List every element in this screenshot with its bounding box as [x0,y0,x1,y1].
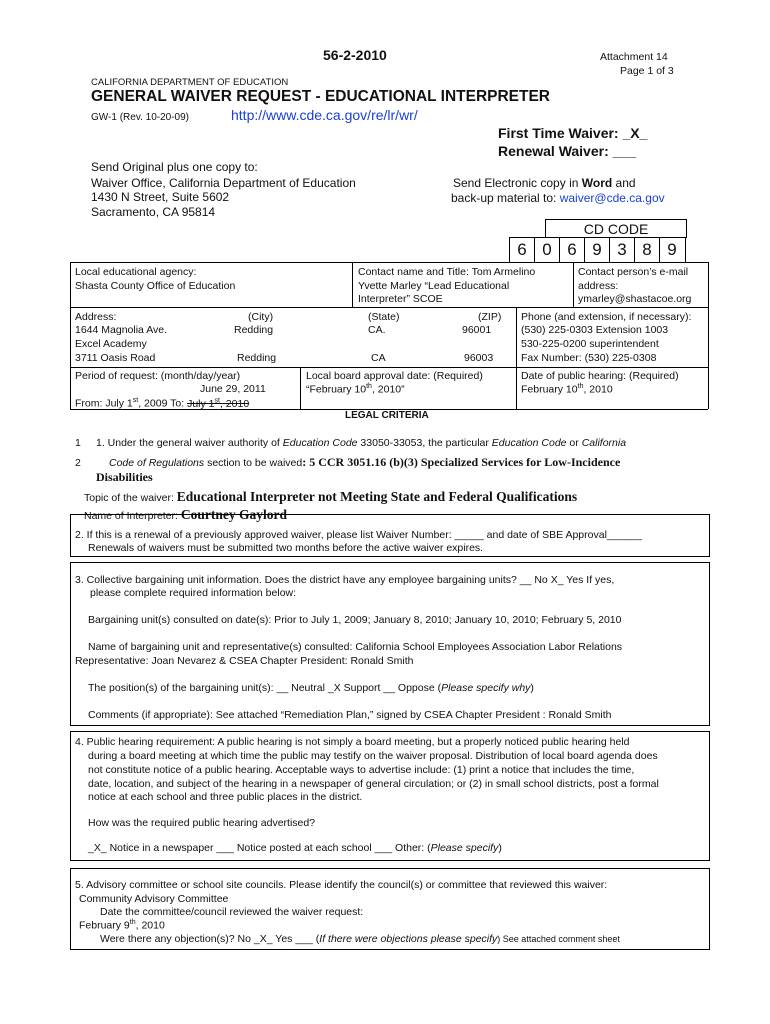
city-value: Redding [234,324,274,336]
phone-label: Phone (and extension, if necessary): [521,311,692,323]
lea-value: Shasta County Office of Education [75,280,236,292]
grid-line [573,262,574,307]
q5-objections-b: If there were objections please specify [319,933,498,945]
state-label: (State) [368,311,400,323]
item-number: 2 [75,457,81,469]
email-value: ymarley@shastacoe.org [578,293,692,305]
item2-a: Code of Regulations [109,457,205,469]
cd-code-digit: 6 [509,238,534,262]
contact-line: Contact name and Title: Tom Armelino [358,266,536,278]
phone-value: (530) 225-0303 Extension 1003 [521,324,669,336]
board-approval-date [306,383,405,396]
grid-line [70,307,708,308]
cd-code-label: CD CODE [545,219,687,238]
interpreter-label: Name of Interpreter: [84,510,181,522]
item1-b: Education Code [282,437,358,449]
q5-committee: Community Advisory Committee [79,893,229,905]
q5-date [79,919,165,932]
q3-comments: Comments (if appropriate): See attached “Remediation Plan,” signed by CSEA Chapter President : Ronald Smith [88,709,612,721]
hearing-label: Date of public hearing: (Required) [521,370,679,382]
department-name: CALIFORNIA DEPARTMENT OF EDUCATION [91,77,289,88]
interpreter-line [84,507,287,522]
q4-line: notice at each school and three public places in the district. [88,791,363,803]
hearing-date-a: February 10 [521,383,578,396]
q4-line: not constitute notice of a public hearing. Acceptable ways to advertise include: (1) print a notice that includes the time, [88,764,635,776]
page-label: Page 1 of 3 [620,65,674,77]
q5-objections-c: ) See attached comment sheet [497,934,620,944]
cd-code-digit: 6 [559,238,584,262]
period-from-sup: st [132,397,139,404]
item2-c: : 5 CCR 3051.16 (b)(3) Specialized Services for Low-Incidence [302,455,621,469]
backup-email-link[interactable]: waiver@cde.ca.gov [559,191,665,205]
cd-code-digit: 0 [534,238,559,262]
address-line: 1644 Magnolia Ave. [75,324,168,336]
period-to-sup: st [214,397,220,404]
city-line: Sacramento, CA 95814 [91,205,216,219]
q5-date-b: , 2010 [135,919,165,932]
q2-line: Renewals of waivers must be submitted two months before the active waiver expires. [88,542,484,554]
q5-line: Date the committee/council reviewed the waiver request: [100,906,364,918]
topic-line [84,489,577,505]
q3-consulted: Bargaining unit(s) consulted on date(s): Prior to July 1, 2009; January 8, 2010; January 10, 2010; February 5, 2010 [88,614,622,626]
period-label: Period of request: (month/day/year) [75,370,241,382]
send-original-line: Send Original plus one copy to: [91,160,258,174]
email-label: address: [578,280,619,292]
zip-value: 96003 [464,352,494,364]
lea-label: Local educational agency: [75,266,197,278]
q5-line: 5. Advisory committee or school site councils. Please identify the council(s) or committee that reviewed this waiver: [75,879,608,891]
legal-item-2 [109,455,620,470]
period-to-struck [187,398,249,410]
zip-value: 96001 [462,324,492,336]
item2-d: Disabilities [96,470,153,484]
item1-e: or [566,437,582,449]
hearing-date-sup: th [577,383,584,390]
q4-how: How was the required public hearing advertised? [88,817,316,829]
item1-c: 33050-33053, the particular [357,437,492,449]
city-label: (City) [248,311,274,323]
topic-value: Educational Interpreter not Meeting State and Federal Qualifications [176,489,578,504]
item-number: 1 [75,437,81,449]
date-code: 56-2-2010 [323,47,387,63]
interpreter-value: Courtney Gaylord [180,507,287,522]
q5-objections [100,933,620,945]
email-label: Contact person’s e-mail [578,266,689,278]
q2-line: 2. If this is a renewal of a previously approved waiver, please list Waiver Number: _____ and date of SBE Approval______ [75,529,642,541]
q5-date-sup: th [129,919,136,926]
grid-line [70,262,71,409]
q3-position-c: ) [530,682,534,694]
period-to: July 1 [187,397,215,410]
board-date-sup: th [366,383,372,390]
grid-line [352,262,353,307]
fax-value: Fax Number: (530) 225-0308 [521,352,657,364]
q4-options [88,842,502,854]
first-time-waiver: First Time Waiver: _X_ [498,125,648,141]
electronic-copy-line [453,176,636,190]
period-from-year: , 2009 To: [138,397,188,410]
cd-code-digit: 9 [659,238,684,262]
electronic-copy-word: Word [581,176,613,190]
state-value: CA [371,352,386,364]
electronic-copy-prefix: Send Electronic copy in [453,176,582,190]
contact-line: Yvette Marley “Lead Educational [358,280,510,292]
item2-b: section to be waived [204,457,303,469]
backup-line [451,191,665,205]
period-from: From: July 1 [75,397,133,410]
cd-code-digit: 9 [584,238,609,262]
cd-code-digit: 3 [609,238,634,262]
address-label: Address: [75,311,117,323]
address-line: 3711 Oasis Road [75,352,156,364]
period-to-year: , 2010 [219,397,250,410]
grid-line [516,307,517,409]
form-id: GW-1 (Rev. 10-20-09) [91,112,189,123]
attachment-label: Attachment 14 [600,51,668,63]
city-value: Redding [237,352,277,364]
waiver-office-line: Waiver Office, California Department of Education [91,176,356,190]
q3-name: Representative: Joan Nevarez & CSEA Chapter President: Ronald Smith [75,655,414,667]
waiver-url-link[interactable]: http://www.cde.ca.gov/re/lr/wr/ [231,107,418,123]
backup-prefix: back-up material to: [451,191,560,205]
legal-criteria-heading: LEGAL CRITERIA [345,410,429,421]
cd-code-digit: 8 [634,238,659,262]
q4-line: 4. Public hearing requirement: A public hearing is not simply a board meeting, but a properly noticed public hearing held [75,736,630,748]
q3-line: 3. Collective bargaining unit information. Does the district have any employee bargaining units? __ No X_ Yes If yes, [75,574,615,586]
hearing-date [521,383,613,396]
board-date-a: “February 10 [306,383,367,396]
q4-options-c: ) [498,842,502,854]
grid-line [70,367,708,368]
item1-f: California [581,437,627,449]
electronic-copy-suffix: and [612,176,636,190]
q5-date-a: February 9 [79,919,130,932]
q3-position [88,682,534,694]
grid-line [708,262,709,409]
q3-position-a: The position(s) of the bargaining unit(s): __ Neutral _X Support __ Oppose ( [88,682,442,694]
q3-name: Name of bargaining unit and representative(s) consulted: California School Employees Association Labor Relations [88,641,623,653]
period-date: June 29, 2011 [200,383,266,395]
hearing-date-b: , 2010 [583,383,613,396]
item1-d: Education Code [491,437,567,449]
q3-position-b: Please specify why [441,682,531,694]
address-line: Excel Academy [75,338,147,350]
board-approval-label: Local board approval date: (Required) [306,370,483,382]
q4-options-b: Please specify [430,842,499,854]
q3-line: please complete required information below: [90,587,297,599]
contact-line: Interpreter” SCOE [358,293,443,305]
phone-value: 530-225-0200 superintendent [521,338,659,350]
period-range [75,397,249,410]
grid-line [300,367,301,409]
q4-options-a: _X_ Notice in a newspaper ___ Notice posted at each school ___ Other: ( [88,842,431,854]
q4-line: during a board meeting at which time the public may testify on the waiver proposal. Distribution of local board agenda does [88,750,658,762]
state-value: CA. [368,324,386,336]
street-line: 1430 N Street, Suite 5602 [91,190,230,204]
zip-label: (ZIP) [478,311,502,323]
item1-a: 1. Under the general waiver authority of [96,437,283,449]
legal-item-1 [96,437,626,449]
form-title: GENERAL WAIVER REQUEST - EDUCATIONAL INTERPRETER [91,88,551,105]
q5-objections-a: Were there any objection(s)? No _X_ Yes ___ ( [100,933,320,945]
topic-label: Topic of the waiver: [84,492,177,504]
q4-line: date, location, and subject of the hearing in a newspaper of general circulation; or (2) in small school districts, post a formal [88,778,659,790]
grid-line [70,262,708,263]
renewal-waiver: Renewal Waiver: ___ [498,143,636,159]
board-date-b: , 2010” [371,383,405,396]
